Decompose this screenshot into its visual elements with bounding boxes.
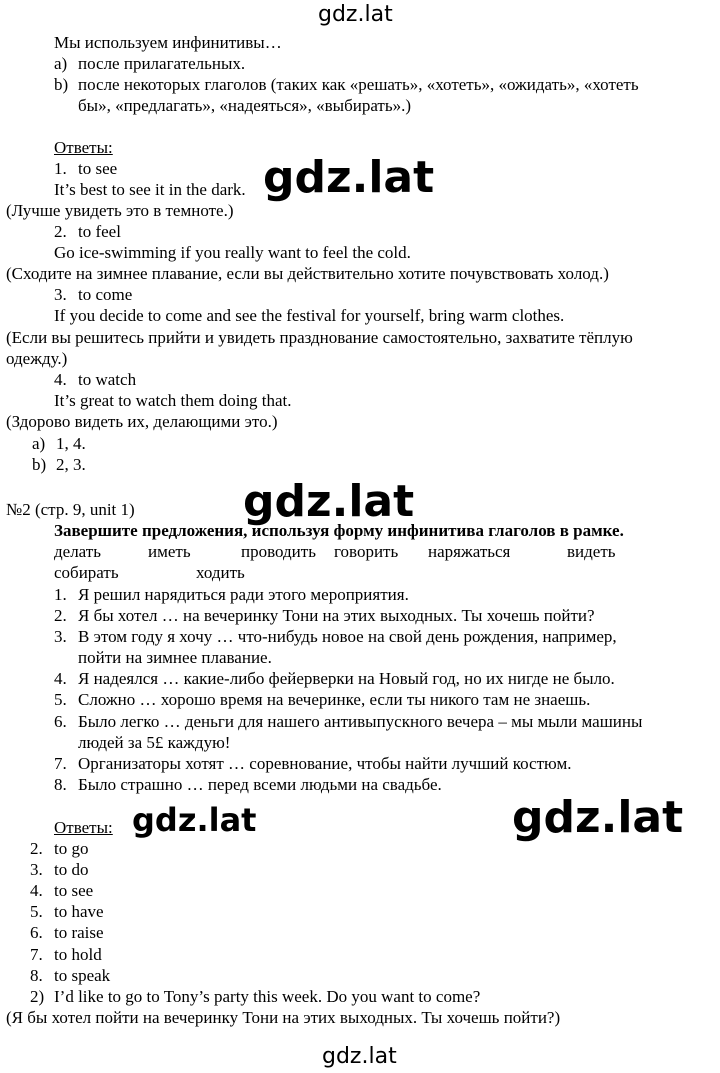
task2-sentence-6-text-2: людей за 5£ каждую! [78,733,231,752]
answer2-example-ru: (Я бы хотел пойти на вечеринку Тони на этих выходных. Ты хочешь пойти?) [6,1008,561,1027]
answer2-example-en [30,986,480,1007]
answer2-item-8 [30,965,110,986]
answer2-item-8-text: to speak [54,966,111,985]
answer2-item-2-num: 2. [30,839,43,858]
rule-b-text-2: бы», «предлагать», «надеяться», «выбирать».) [78,96,412,115]
answers1-summary-b-text: 2, 3. [56,455,86,474]
task2-sentence-3-num: 3. [54,627,67,646]
answers1-summary-a-text: 1, 4. [56,434,86,453]
task2-sentence-8-text: Было страшно … перед всеми людьми на свадьбе. [78,775,442,794]
answer2-item-2 [30,838,88,859]
rule-a-text: после прилагательных. [78,54,246,73]
task2-sentence-4-num: 4. [54,669,67,688]
answer2-example-num: 2) [30,987,45,1006]
rule-a-label: a) [54,54,68,73]
answer2-example-en-text: I’d like to go to Tony’s party this week. Do you want to come? [54,987,481,1006]
box-word-3: проводить [241,542,316,561]
watermark-1: gdz.lat [263,152,435,203]
answers2-heading: Ответы: [54,818,113,837]
task2-sentence-5-num: 5. [54,690,67,709]
task2-sentence-7-num: 7. [54,754,67,773]
task2-sentence-2 [54,605,595,626]
task2-sentence-6 [54,711,642,732]
box-word-6: видеть [567,542,616,561]
answer1-item-3-num: 3. [54,285,67,304]
answer1-item-2-num: 2. [54,222,67,241]
answer1-item-4-text: to watch [78,370,137,389]
task2-sentence-1-num: 1. [54,585,67,604]
task2-sentence-1-text: Я решил нарядиться ради этого мероприятия. [78,585,409,604]
task2-sentence-7 [54,753,572,774]
answer2-item-4-text: to see [54,881,94,900]
task2-sentence-4-text: Я надеялся … какие-либо фейерверки на Новый год, но их нигде не было. [78,669,615,688]
task2-title: №2 (стр. 9, unit 1) [6,500,135,519]
watermark-top: gdz.lat [318,2,393,27]
box-word-1: делать [54,542,101,561]
answer1-item-1-ru: (Лучше увидеть это в темноте.) [6,201,234,220]
box-word-4: говорить [334,542,399,561]
box-word-2: иметь [148,542,191,561]
answer2-item-4 [30,880,93,901]
answer2-item-6-text: to raise [54,923,104,942]
answer2-item-4-num: 4. [30,881,43,900]
task2-sentence-4 [54,668,615,689]
answer1-item-2-word [54,221,121,242]
answer1-item-4-ru: (Здорово видеть их, делающими это.) [6,412,278,431]
answer1-item-2-text: to feel [78,222,121,241]
answer1-item-4-word [54,369,136,390]
watermark-bottom: gdz.lat [322,1044,397,1069]
answer2-item-7-num: 7. [30,945,43,964]
answers1-summary-b [32,454,86,475]
answer1-item-2-en: Go ice-swimming if you really want to feel the cold. [54,243,411,262]
task2-sentence-3 [54,626,617,647]
answer1-item-1-en: It’s best to see it in the dark. [54,180,246,199]
answers1-heading: Ответы: [54,138,113,157]
answer2-item-3-text: to do [54,860,89,879]
watermark-3: gdz.lat [132,801,257,839]
rule-b-text-1: после некоторых глаголов (таких как «решать», «хотеть», «ожидать», «хотеть [78,75,639,94]
watermark-4: gdz.lat [512,792,684,843]
answer2-item-8-num: 8. [30,966,43,985]
answer1-item-3-ru-1: (Если вы решитесь прийти и увидеть празднование самостоятельно, захватите тёплую [6,328,633,347]
answer2-item-5 [30,901,104,922]
task2-sentence-6-text-1: Было легко … деньги для нашего антивыпускного вечера – мы мыли машины [78,712,643,731]
task2-sentence-8-num: 8. [54,775,67,794]
answer1-item-1-text: to see [78,159,118,178]
task2-instruction: Завершите предложения, используя форму инфинитива глаголов в рамке. [54,521,624,540]
rule-a [54,53,245,74]
watermark-2: gdz.lat [243,476,415,527]
box-word-7: собирать [54,563,119,582]
task2-sentence-5-text: Сложно … хорошо время на вечеринке, если ты никого там не знаешь. [78,690,591,709]
task2-sentence-8 [54,774,442,795]
rule-b [54,74,639,95]
answer2-item-6 [30,922,104,943]
answer1-item-2-ru: (Сходите на зимнее плавание, если вы действительно хотите почувствовать холод.) [6,264,609,283]
answer2-item-2-text: to go [54,839,89,858]
task2-sentence-3-text-1: В этом году я хочу … что-нибудь новое на свой день рождения, например, [78,627,617,646]
answer2-item-7 [30,944,102,965]
task2-sentence-3-text-2: пойти на зимнее плавание. [78,648,272,667]
task2-sentence-2-num: 2. [54,606,67,625]
task2-sentence-1 [54,584,409,605]
rule-b-label: b) [54,75,69,94]
answer2-item-5-num: 5. [30,902,43,921]
answer1-item-3-word [54,284,132,305]
answers1-summary-b-label: b) [32,455,47,474]
task2-sentence-6-num: 6. [54,712,67,731]
box-word-8: ходить [196,563,245,582]
task2-sentence-7-text: Организаторы хотят … соревнование, чтобы найти лучший костюм. [78,754,572,773]
box-word-5: наряжаться [428,542,511,561]
answers1-summary-a [32,433,86,454]
answer2-item-3 [30,859,88,880]
answer2-item-5-text: to have [54,902,104,921]
answer1-item-3-ru-2: одежду.) [6,349,68,368]
task2-sentence-2-text: Я бы хотел … на вечеринку Тони на этих выходных. Ты хочешь пойти? [78,606,595,625]
task2-sentence-5 [54,689,590,710]
answer1-item-4-en: It’s great to watch them doing that. [54,391,292,410]
answer2-item-7-text: to hold [54,945,102,964]
answer1-item-4-num: 4. [54,370,67,389]
answer1-item-1-num: 1. [54,159,67,178]
answer2-item-6-num: 6. [30,923,43,942]
answer1-item-3-en: If you decide to come and see the festival for yourself, bring warm clothes. [54,306,565,325]
answer2-item-3-num: 3. [30,860,43,879]
answer1-item-1-word [54,158,117,179]
answer1-item-3-text: to come [78,285,133,304]
rules-intro: Мы используем инфинитивы… [54,33,282,52]
answers1-summary-a-label: a) [32,434,46,453]
